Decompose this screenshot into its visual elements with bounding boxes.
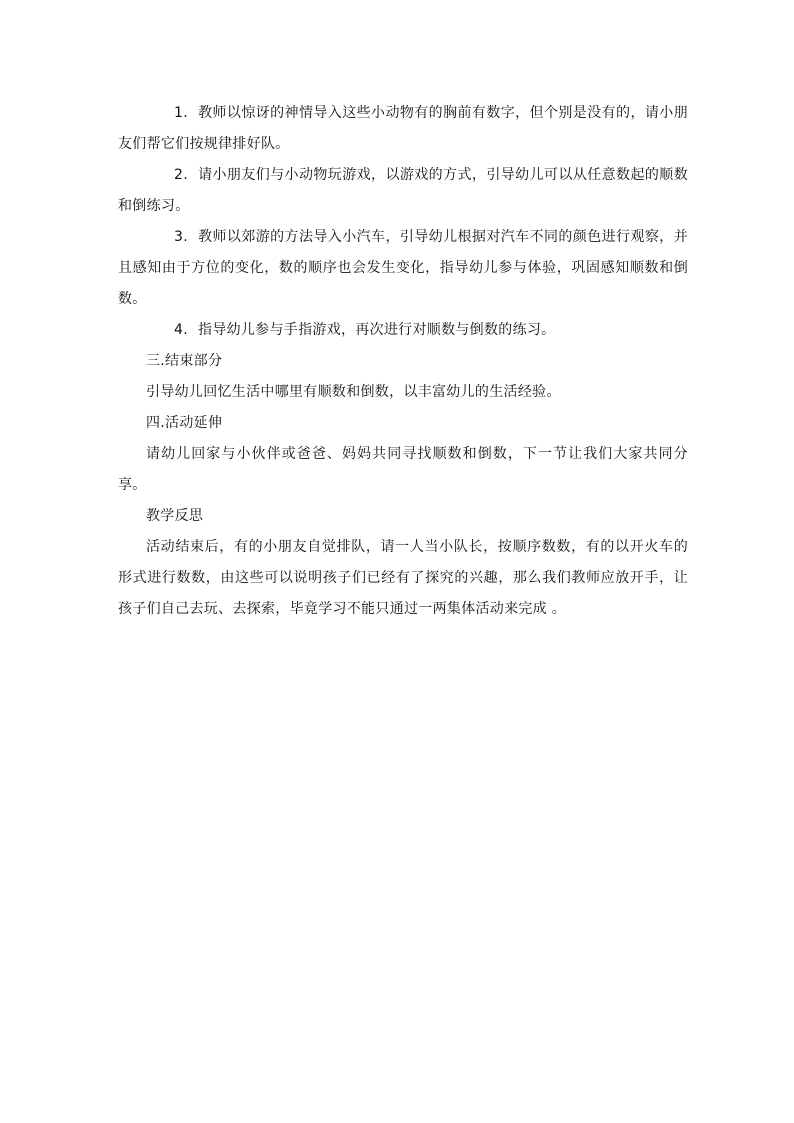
item-text: 请小朋友们与小动物玩游戏，以游戏的方式，引导幼儿可以从任意数起的顺数和倒练习。 [118,167,688,214]
list-item-2 [118,160,688,222]
item-number: 3. [174,229,188,245]
item-text: 教师以惊讶的神情导入这些小动物有的胸前有数字，但个别是没有的，请小朋友们帮它们按规律排好队。 [118,105,688,152]
reflection-heading: 教学反思 [146,508,204,524]
document-content [118,98,688,625]
section-four-text: 请幼儿回家与小伙伴或爸爸、妈妈共同寻找顺数和倒数，下一节让我们大家共同分享。 [118,446,688,493]
item-text: 指导幼儿参与手指游戏，再次进行对顺数与倒数的练习。 [197,322,556,338]
item-number: 1. [174,105,188,121]
item-text: 教师以郊游的方法导入小汽车，引导幼儿根据对汽车不同的颜色进行观察，并且感知由于方位的变化，数的顺序也会发生变化，指导幼儿参与体验，巩固感知顺数和倒数。 [118,229,688,307]
reflection-text: 活动结束后，有的小朋友自觉排队，请一人当小队长，按顺序数数，有的以开火车的形式进行数数，由这些可以说明孩子们已经有了探究的兴趣，那么我们教师应放开手，让孩子们自己去玩、去探索，毕竟学习不能只通过一两集体活动来完成 。 [118,539,688,617]
section-three-text: 引导幼儿回忆生活中哪里有顺数和倒数，以丰富幼儿的生活经验。 [146,384,561,400]
section-four-heading: 四.活动延伸 [146,415,223,431]
section-three-heading: 三.结束部分 [146,353,223,369]
item-number: 4. [174,322,188,338]
item-number: 2. [174,167,188,183]
list-item-3 [118,222,688,315]
list-item-1 [118,98,688,160]
list-item-4 [118,315,688,346]
